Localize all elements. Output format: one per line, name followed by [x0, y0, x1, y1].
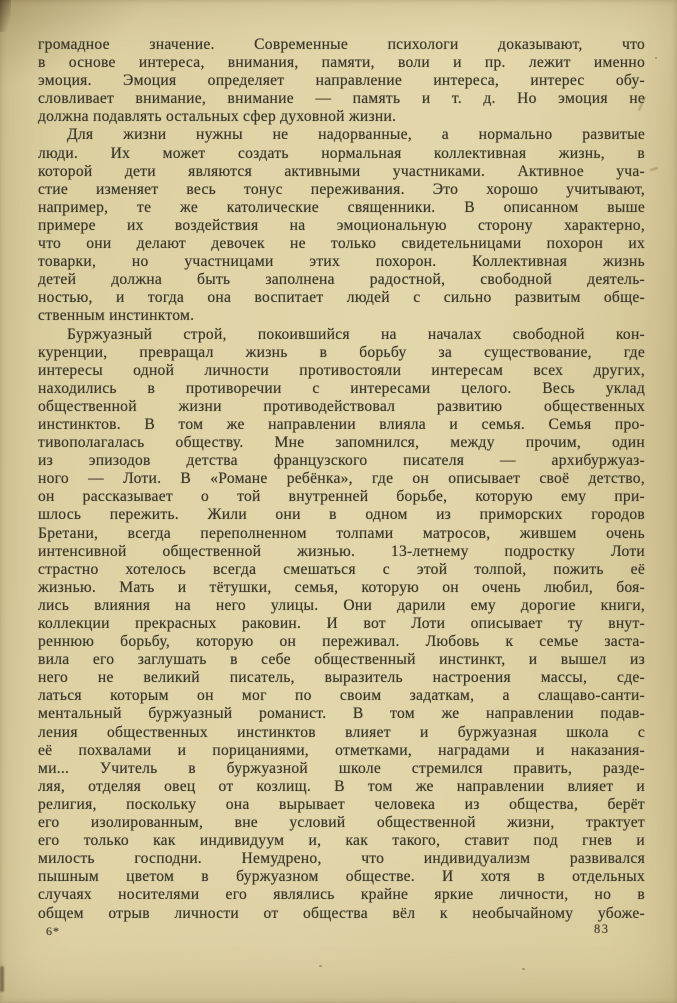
scan-corner-shadow [0, 0, 11, 32]
text-line: он рассказывает о той внутренней борьбе, которую ему при- [38, 488, 645, 506]
text-line: его только как индивидуум и, как такого, ставит под гнев и [38, 832, 645, 850]
text-line: Буржуазный строй, покоившийся на началах свободной кон- [67, 325, 645, 343]
text-line: Для жизни нужны не надорванные, а нормально развитые [67, 126, 645, 144]
text-line: что они делают девочек не только свидетельницами похорон их [38, 235, 645, 253]
text-line: эмоция. Эмоция определяет направление интереса, интерес обу- [38, 72, 645, 90]
text-line: латься которым он мог по своим задаткам, а слащаво-санти- [38, 687, 645, 705]
text-line: интенсивной общественной жизнью. 13-летнему подростку Лоти [38, 542, 645, 560]
scan-edge-mark [0, 966, 4, 992]
text-line: ления общественных инстинктов влияет и буржуазная школа с [38, 723, 645, 741]
text-line: ного — Лоти. В «Романе ребёнка», где он описывает своё детство, [38, 470, 645, 488]
text-line: находились в противоречии с интересами целого. Весь уклад [38, 379, 645, 397]
text-line: реннюю борьбу, которую он переживал. Любовь к семье заста- [38, 633, 645, 651]
text-line: ностью, и тогда она воспитает людей с сильно развитым обще- [38, 289, 645, 307]
page-text [38, 36, 645, 923]
text-line: куренции, превращал жизнь в борьбу за существование, где [38, 343, 645, 361]
text-line: ляя, отделяя овец от козлищ. В том же направлении влияет и [38, 777, 645, 795]
text-line: товарки, но участницами этих похорон. Коллективная жизнь [38, 253, 645, 271]
page-number: 83 [594, 922, 610, 936]
text-line: инстинктов. В том же направлении влияла и семья. Семья про- [38, 415, 645, 433]
text-line: жизнью. Мать и тётушки, семья, которую он очень любил, боя- [38, 578, 645, 596]
text-line: коллекции прекрасных раковин. И вот Лоти описывает ту внут- [38, 615, 645, 632]
text-line: например, те же католические священники. В описанном выше [38, 198, 645, 216]
text-line: общественной жизни противодействовал развитию общественных [38, 397, 645, 415]
text-line: её похвалами и порицаниями, отметками, наградами и наказания- [38, 741, 645, 759]
text-line: которой дети являются активными участниками. Активное уча- [38, 162, 645, 180]
scan-scratch [650, 167, 658, 171]
text-line: случаях носителями его являлись крайне яркие личности, но в [38, 886, 645, 904]
text-line: общем отрыв личности от общества вёл к необычайному убоже- [38, 904, 645, 922]
text-line: словливает внимание, внимание — память и т. д. Но эмоция не [38, 90, 645, 108]
text-line: Бретани, всегда переполненном толпами матросов, жившем очень [38, 524, 645, 542]
text-line: религия, поскольку она вырывает человека из общества, берёт [38, 795, 645, 813]
text-line: ми... Учитель в буржуазной школе стремился править, разде- [38, 759, 645, 777]
text-line: из эпизодов детства французского писателя — архибуржуаз- [38, 452, 645, 470]
text-line: тивополагалась обществу. Мне запомнился, между прочим, один [38, 434, 645, 452]
text-line: страстно хотелось всегда смешаться с этой толпой, пожить её [38, 560, 645, 578]
text-line: шлось пережить. Жили они в одном из приморских городов [38, 506, 645, 524]
text-line: интересы одной личности противостояли интересам всех других, [38, 361, 645, 379]
text-line: в основе интереса, внимания, памяти, воли и пр. лежит именно [38, 54, 645, 72]
text-line: стие изменяет весь тонус переживания. Это хорошо учитывают, [38, 180, 645, 198]
text-line: ментальный буржуазный романист. В том же направлении подав- [38, 705, 645, 723]
text-line: его изолированным, вне условий общественной жизни, трактует [38, 814, 645, 832]
text-line: громадное значение. Современные психологи доказывают, что [38, 36, 645, 53]
text-line: детей должна быть заполнена радостной, свободной деятель- [38, 271, 645, 289]
text-line: пышным цветом в буржуазном обществе. И хотя в отдельных [38, 868, 645, 886]
scan-speck [655, 57, 657, 59]
scan-speck [319, 965, 322, 967]
text-line: должна подавлять остальных сфер духовной жизни. [38, 108, 397, 126]
scan-speck [522, 968, 525, 970]
text-line: примере их воздействия на эмоциональную сторону характерно, [38, 216, 645, 234]
text-line: люди. Их может создать нормальная коллективная жизнь, в [38, 144, 645, 162]
signature-mark: 6* [46, 924, 60, 938]
text-line: ственным инстинктом. [38, 307, 195, 325]
text-line: милость господни. Немудрено, что индивидуализм развивался [38, 850, 645, 868]
text-line: вила его заглушать в себе общественный инстинкт, и вышел из [38, 651, 645, 669]
text-line: него не великий писатель, выразитель настроения массы, сде- [38, 669, 645, 687]
text-line: лись влияния на него улицы. Они дарили ему дорогие книги, [38, 596, 645, 614]
